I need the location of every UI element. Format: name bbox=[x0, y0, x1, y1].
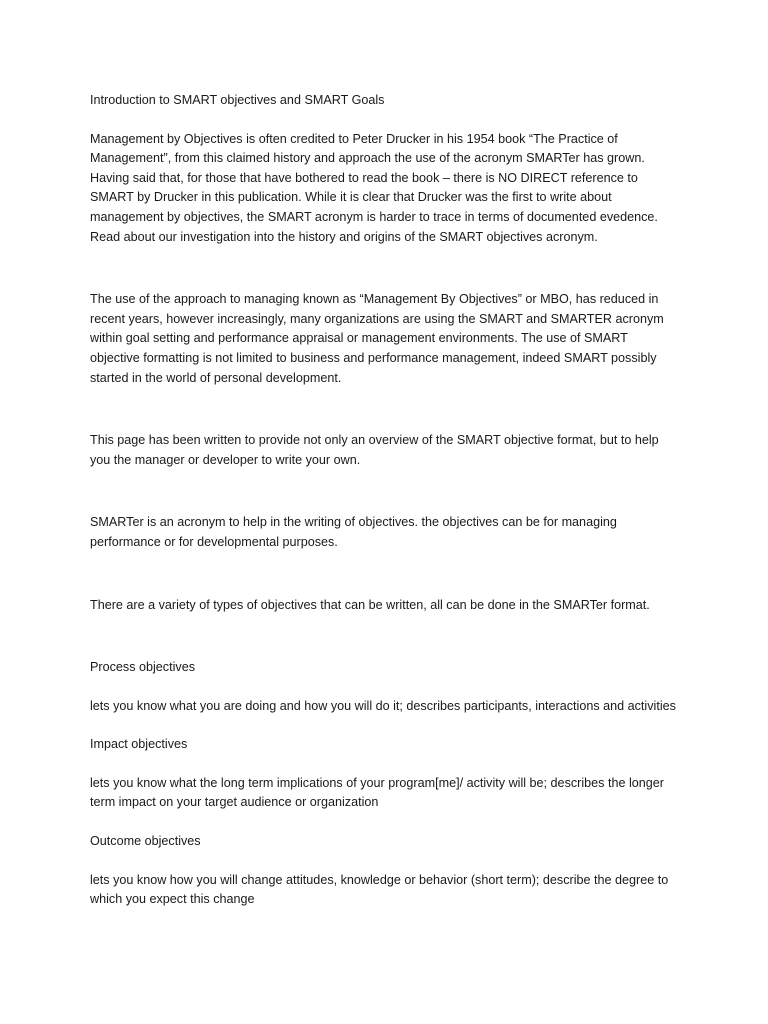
spacer bbox=[90, 553, 680, 596]
spacer bbox=[90, 615, 680, 658]
spacer bbox=[90, 470, 680, 513]
paragraph-page-purpose: This page has been written to provide not only an overview of the SMART objective format, but to help you the manager or developer to write your own. bbox=[90, 433, 659, 467]
description-outcome-objectives: lets you know how you will change attitudes, knowledge or behavior (short term); describe the degree to which you expect this change bbox=[90, 872, 669, 907]
paragraph-mbo-history: Management by Objectives is often credited to Peter Drucker in his 1954 book “The Practice of Management”, from this claimed history and approach the use of the acronym SMARTer has grown. Having said that, for those that have bothered to read the book – there is NO DIRECT reference to SMART by Drucker in this publication. While it is clear that Drucker was the first to write about management by objectives, the SMART acronym is harder to trace in terms of documented evedence. Read about our investigation into the history and origins of the SMART objectives acronym. bbox=[90, 131, 658, 244]
spacer bbox=[90, 852, 680, 871]
spacer bbox=[90, 111, 680, 130]
spacer bbox=[90, 813, 680, 832]
heading-process-objectives: Process objectives bbox=[90, 660, 195, 675]
description-impact-objectives: lets you know what the long term implications of your program[me]/ activity will be; describes the longer term impact on your target audience or organization bbox=[90, 775, 664, 810]
spacer bbox=[90, 388, 680, 431]
spacer bbox=[90, 716, 680, 735]
document-title: Introduction to SMART objectives and SMART Goals bbox=[90, 93, 385, 107]
description-process-objectives: lets you know what you are doing and how you will do it; describes participants, interactions and activities bbox=[90, 698, 676, 713]
document-body bbox=[90, 91, 680, 910]
paragraph-smarter-definition: SMARTer is an acronym to help in the writing of objectives. the objectives can be for managing performance or for developmental purposes. bbox=[90, 515, 617, 549]
spacer bbox=[90, 755, 680, 774]
paragraph-mbo-usage: The use of the approach to managing known as “Management By Objectives” or MBO, has reduced in recent years, however increasingly, many organizations are using the SMART and SMARTER acronym within goal setting and performance appraisal or management environments. The use of SMART objective formatting is not limited to business and performance management, indeed SMART possibly started in the world of personal development. bbox=[90, 292, 664, 385]
paragraph-objective-variety: There are a variety of types of objectives that can be written, all can be done in the SMARTer format. bbox=[90, 597, 650, 612]
heading-outcome-objectives: Outcome objectives bbox=[90, 834, 201, 849]
heading-impact-objectives: Impact objectives bbox=[90, 737, 188, 752]
spacer bbox=[90, 678, 680, 697]
spacer bbox=[90, 247, 680, 290]
